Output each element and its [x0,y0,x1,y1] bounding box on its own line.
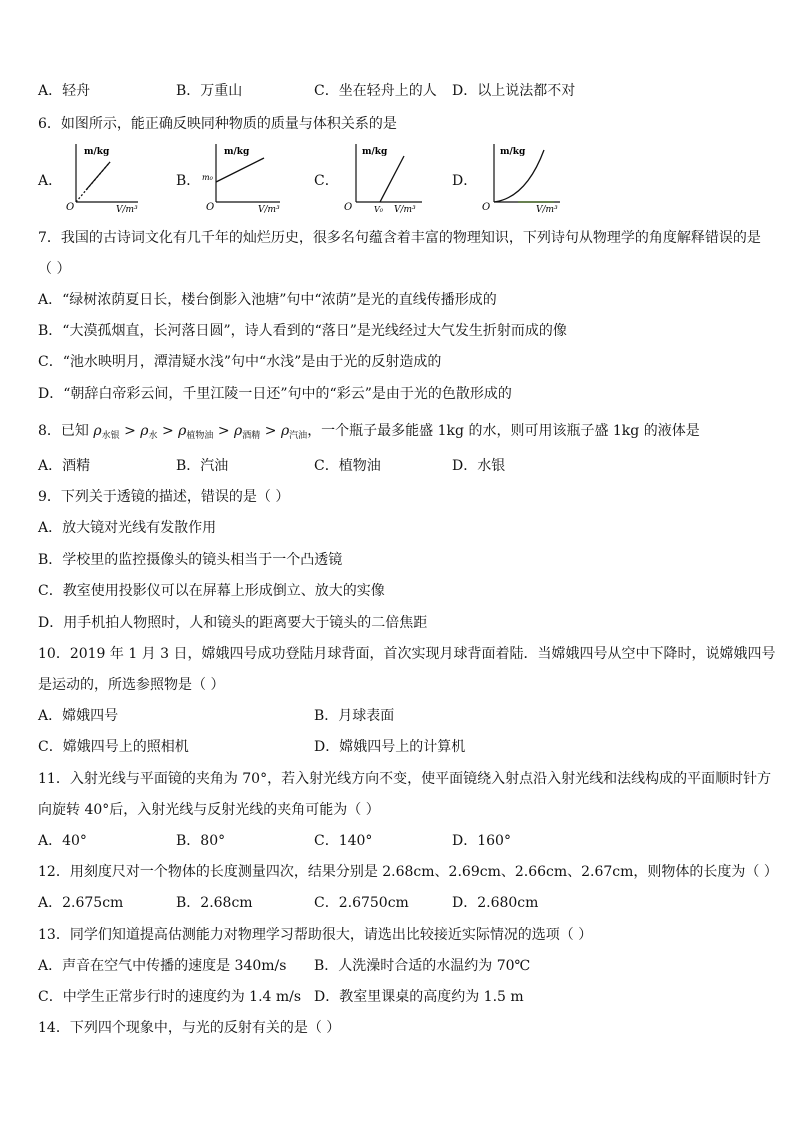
q6-option-d[interactable]: D． [452,173,478,189]
q8-stem [38,422,700,445]
q11-option-c[interactable]: C．140° [314,833,373,849]
q7-option-d[interactable]: D．“朝辞白帝彩云间，千里江陵一日还”句中的“彩云”是由于光的色散形成的 [38,386,512,402]
q11-option-d[interactable]: D．160° [452,833,511,849]
q5-option-b[interactable]: B．万重山 [176,83,243,99]
q6-graph-d [478,140,564,216]
q6-graph-b-ylabel: m/kg [224,147,250,157]
q11-option-b[interactable]: B．80° [176,833,226,849]
q6-option-c[interactable]: C． [314,173,339,189]
q6-graph-b-xlabel: V/m³ [258,205,280,215]
q6-graph-b-intercept: m₀ [202,173,213,182]
q12-option-c[interactable]: C．2.6750cm [314,895,409,911]
q7-option-b[interactable]: B．“大漠孤烟直，长河落日圆”，诗人看到的“落日”是光线经过大气发生折射而成的像 [38,323,567,339]
q11-stem: 11．入射光线与平面镜的夹角为 70°，若入射光线方向不变，使平面镜绕入射点沿入射光线和法线构成的平面顺时针方 [38,771,772,787]
q8-option-b[interactable]: B．汽油 [176,458,229,474]
q5-option-a[interactable]: A．轻舟 [38,83,91,99]
q14-stem: 14．下列四个现象中，与光的反射有关的是（ ） [38,1020,341,1036]
q11-option-a[interactable]: A．40° [38,833,87,849]
q8-gt-3: > [213,423,235,439]
q10-stem: 10．2019 年 1 月 3 日，嫦娥四号成功登陆月球背面，首次实现月球背面着陆．当嫦娥四号从空中下降时，说嫦娥四号 [38,646,776,662]
q12-stem: 12．用刻度尺对一个物体的长度测量四次，结果分别是 2.68cm、2.69cm、2.66cm、2.67cm，则物体的长度为（ ） [38,864,778,880]
q12-option-b[interactable]: B．2.68cm [176,895,253,911]
q5-option-d[interactable]: D．以上说法都不对 [452,83,576,99]
q6-graph-d-origin: O [482,202,491,213]
q8-suffix: ，一个瓶子最多能盛 1kg 的水，则可用该瓶子盛 1kg 的液体是 [307,423,700,439]
q8-rho-4: ρ [234,423,243,439]
q8-sub-3: 植物油 [186,431,214,441]
q13-stem: 13．同学们知道提高估测能力对物理学习帮助很大，请选出比较接近实际情况的选项（ ） [38,927,593,943]
q6-graph-d-ylabel: m/kg [500,147,526,157]
q8-rho-3: ρ [178,423,187,439]
q8-option-d[interactable]: D．水银 [452,458,506,474]
q6-graph-b [200,140,284,216]
q8-rho-5: ρ [280,423,290,439]
q6-graph-a-ylabel: m/kg [84,147,110,157]
q6-graph-c [340,140,426,216]
q13-option-b[interactable]: B．人洗澡时合适的水温约为 70℃ [314,958,531,974]
q6-option-a[interactable]: A． [38,173,63,189]
q6-graph-c-origin: O [344,202,353,213]
q8-option-a[interactable]: A．酒精 [38,458,91,474]
q6-option-b[interactable]: B． [176,173,201,189]
q13-option-a[interactable]: A．声音在空气中传播的速度是 340m/s [38,958,287,974]
q11-stem-cont: 向旋转 40°后，入射光线与反射光线的夹角可能为（ ） [38,802,380,818]
q9-stem: 9．下列关于透镜的描述，错误的是（ ） [38,489,290,505]
q5-option-c[interactable]: C．坐在轻舟上的人 [314,83,437,99]
q8-gt-2: > [157,423,179,439]
q6-graph-d-xlabel: V/m³ [536,205,558,215]
q8-sub-5: 汽油 [289,431,308,441]
q8-rho-1: ρ [93,423,102,439]
q8-option-c[interactable]: C．植物油 [314,458,381,474]
q8-sub-4: 酒精 [242,431,261,441]
q8-gt-4: > [260,423,281,439]
q10-option-b[interactable]: B．月球表面 [314,708,395,724]
q10-option-a[interactable]: A．嫦娥四号 [38,708,119,724]
q7-option-c[interactable]: C．“池水映明月，潭清疑水浅”句中“水浅”是由于光的反射造成的 [38,354,442,370]
q9-option-c[interactable]: C．教室使用投影仪可以在屏幕上形成倒立、放大的实像 [38,583,385,599]
q9-option-b[interactable]: B．学校里的监控摄像头的镜头相当于一个凸透镜 [38,552,343,568]
q6-graph-c-intercept: V₀ [374,205,383,214]
q6-graph-c-ylabel: m/kg [362,147,388,157]
q6-graph-a [62,140,142,216]
q6-graph-c-xlabel: V/m³ [394,205,416,215]
q6-graph-b-origin: O [206,202,215,213]
q7-option-a[interactable]: A．“绿树浓荫夏日长，楼台倒影入池塘”句中“浓荫”是光的直线传播形成的 [38,292,497,308]
q8-prefix: 8．已知 [38,423,89,439]
q8-gt-1: > [119,423,141,439]
q12-option-d[interactable]: D．2.680cm [452,895,539,911]
q6-stem: 6．如图所示，能正确反映同种物质的质量与体积关系的是 [38,116,397,132]
q8-sub-2: 水 [148,431,158,441]
q13-option-d[interactable]: D．教室里课桌的高度约为 1.5 m [314,989,524,1005]
q8-sub-1: 水银 [101,431,120,441]
q6-graph-a-origin: O [66,202,75,213]
q7-stem-cont: （ ） [38,261,71,277]
q10-stem-cont: 是运动的，所选参照物是（ ） [38,677,225,693]
q8-rho-2: ρ [140,423,149,439]
q6-graph-a-xlabel: V/m³ [116,205,138,215]
q13-option-c[interactable]: C．中学生正常步行时的速度约为 1.4 m/s [38,989,302,1005]
q9-option-a[interactable]: A．放大镜对光线有发散作用 [38,520,217,536]
q12-option-a[interactable]: A．2.675cm [38,895,124,911]
q9-option-d[interactable]: D．用手机拍人物照时，人和镜头的距离要大于镜头的二倍焦距 [38,615,428,631]
q10-option-d[interactable]: D．嫦娥四号上的计算机 [314,739,466,755]
q10-option-c[interactable]: C．嫦娥四号上的照相机 [38,739,189,755]
q7-stem: 7．我国的古诗词文化有几千年的灿烂历史，很多名句蕴含着丰富的物理知识，下列诗句从物理学的角度解释错误的是 [38,230,761,246]
